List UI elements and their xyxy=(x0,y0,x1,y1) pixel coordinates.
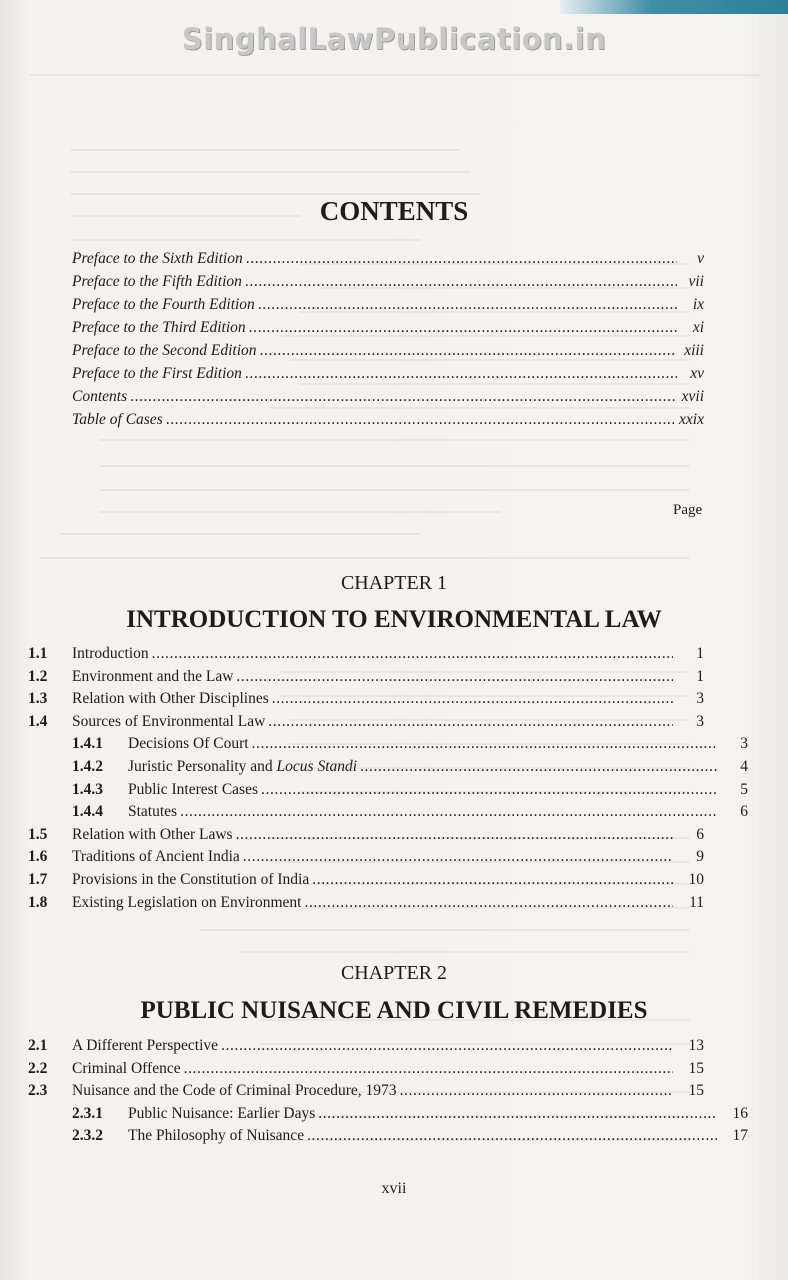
entry-page: 15 xyxy=(688,1082,704,1100)
chapter2-label: CHAPTER 2 xyxy=(340,962,448,984)
preface-label: Preface to the Third Edition xyxy=(72,319,246,336)
entry-text: Public Interest Cases xyxy=(128,780,259,798)
dot-leader xyxy=(260,342,677,360)
toc-entry xyxy=(28,713,704,735)
preface-row xyxy=(72,296,704,318)
entry-number: 1.4.2 xyxy=(72,758,103,775)
dot-leader xyxy=(180,803,717,821)
entry-text: Introduction xyxy=(72,645,149,662)
toc-entry xyxy=(28,758,748,780)
preface-label: Contents xyxy=(72,388,128,405)
dot-leader xyxy=(258,296,677,314)
toc-entry xyxy=(28,1037,704,1059)
entry-text: Nuisance and the Code of Criminal Procedure, 1973 xyxy=(72,1082,397,1100)
entry-number: 1.4.4 xyxy=(72,803,103,821)
entry-page: 1 xyxy=(696,645,704,662)
entry-page: 4 xyxy=(740,758,748,775)
scan-edge-strip xyxy=(560,0,788,14)
entry-text: Relation with Other Laws xyxy=(72,825,233,843)
dot-leader xyxy=(249,319,677,337)
entry-page: 15 xyxy=(688,1059,704,1077)
preface-page: vii xyxy=(688,273,704,290)
dot-leader xyxy=(236,826,673,844)
entry-page: 6 xyxy=(740,803,748,821)
preface-row xyxy=(72,411,704,433)
entry-number: 1.6 xyxy=(28,848,48,866)
preface-page: ix xyxy=(692,296,704,313)
toc-entry xyxy=(28,894,704,916)
entry-text: A Different Perspective xyxy=(72,1037,219,1054)
entry-text: The Philosophy of Nuisance xyxy=(128,1127,305,1145)
entry-text: Statutes xyxy=(128,803,178,821)
toc-entry xyxy=(28,803,748,825)
preface-label: Preface to the Second Edition xyxy=(72,342,257,359)
entry-number: 1.4.3 xyxy=(72,780,103,798)
toc-entry xyxy=(28,1127,748,1149)
entry-number: 1.5 xyxy=(28,825,48,843)
entry-text: Relation with Other Disciplines xyxy=(72,690,269,708)
entry-number: 2.3 xyxy=(28,1082,48,1100)
preface-row xyxy=(72,250,704,272)
preface-label: Preface to the Fifth Edition xyxy=(72,273,242,290)
preface-page: xi xyxy=(692,319,704,336)
dot-leader xyxy=(252,735,717,753)
chapter1-label: CHAPTER 1 xyxy=(340,572,448,594)
entry-page: 16 xyxy=(732,1104,748,1122)
page-folio: xvii xyxy=(381,1180,407,1197)
entry-text: Public Nuisance: Earlier Days xyxy=(128,1104,316,1122)
dot-leader xyxy=(221,1037,673,1055)
preface-label: Preface to the Fourth Edition xyxy=(72,296,255,313)
dot-leader xyxy=(166,411,676,429)
entry-number: 2.3.1 xyxy=(72,1104,103,1122)
contents-title: CONTENTS xyxy=(319,196,469,226)
entry-number: 1.4 xyxy=(28,712,48,730)
dot-leader xyxy=(184,1060,673,1078)
toc-entry xyxy=(28,826,704,848)
entry-number: 1.1 xyxy=(28,645,48,662)
dot-leader xyxy=(318,1105,717,1123)
preface-row xyxy=(72,273,704,295)
dot-leader xyxy=(312,871,673,889)
preface-page: xv xyxy=(690,365,704,382)
toc-entry xyxy=(28,690,704,712)
preface-row xyxy=(72,342,704,364)
toc-entry xyxy=(28,1105,748,1127)
entry-number: 1.8 xyxy=(28,893,48,911)
entry-page: 17 xyxy=(732,1127,748,1145)
toc-entry xyxy=(28,1060,704,1082)
entry-number: 1.2 xyxy=(28,667,48,685)
entry-page: 13 xyxy=(688,1037,704,1054)
dot-leader xyxy=(245,365,677,383)
entry-text: Juristic Personality and Locus Standi xyxy=(128,758,358,775)
dot-leader xyxy=(360,758,717,776)
page-column-header: Page xyxy=(673,502,703,518)
entry-number: 2.2 xyxy=(28,1059,48,1077)
entry-text: Traditions of Ancient India xyxy=(72,848,240,866)
entry-page: 3 xyxy=(696,712,704,730)
entry-page: 3 xyxy=(696,690,704,708)
dot-leader xyxy=(243,848,673,866)
entry-page: 5 xyxy=(740,780,748,798)
preface-row xyxy=(72,365,704,387)
entry-number: 1.4.1 xyxy=(72,735,103,753)
entry-page: 11 xyxy=(689,893,704,911)
dot-leader xyxy=(307,1127,717,1145)
chapter2-title: PUBLIC NUISANCE AND CIVIL REMEDIES xyxy=(140,997,648,1024)
entry-number: 1.7 xyxy=(28,871,48,888)
entry-text: Sources of Environmental Law xyxy=(72,712,266,730)
dot-leader xyxy=(245,273,677,291)
toc-entry xyxy=(28,645,704,667)
entry-number: 2.1 xyxy=(28,1037,48,1054)
preface-page: xvii xyxy=(681,388,704,405)
entry-page: 1 xyxy=(696,667,704,685)
preface-row xyxy=(72,388,704,410)
toc-entry xyxy=(28,668,704,690)
entry-page: 3 xyxy=(740,735,748,753)
preface-row xyxy=(72,319,704,341)
dot-leader xyxy=(261,781,717,799)
entry-text: Decisions Of Court xyxy=(128,735,249,753)
dot-leader xyxy=(152,645,673,663)
toc-entry xyxy=(28,735,748,757)
preface-page: xiii xyxy=(684,342,704,359)
toc-entry xyxy=(28,781,748,803)
toc-entry xyxy=(28,1082,704,1104)
entry-page: 6 xyxy=(696,825,704,843)
preface-page: xxix xyxy=(679,411,704,428)
dot-leader xyxy=(268,713,673,731)
dot-leader xyxy=(130,388,677,406)
preface-label: Table of Cases xyxy=(72,411,163,428)
toc-entry xyxy=(28,848,704,870)
entry-page: 9 xyxy=(696,848,704,866)
entry-text: Existing Legislation on Environment xyxy=(72,893,302,911)
entry-number: 2.3.2 xyxy=(72,1127,103,1145)
dot-leader xyxy=(246,250,677,268)
toc-entry xyxy=(28,871,704,893)
chapter1-title: INTRODUCTION TO ENVIRONMENTAL LAW xyxy=(126,606,662,633)
dot-leader xyxy=(304,894,673,912)
entry-text: Criminal Offence xyxy=(72,1059,181,1077)
entry-page: 10 xyxy=(688,871,704,888)
dot-leader xyxy=(272,690,673,708)
preface-page: v xyxy=(697,250,704,267)
preface-label: Preface to the First Edition xyxy=(72,365,242,382)
publisher-watermark: SinghalLawPublication.in xyxy=(181,22,607,56)
dot-leader xyxy=(400,1082,673,1100)
preface-label: Preface to the Sixth Edition xyxy=(72,250,243,267)
entry-text: Provisions in the Constitution of India xyxy=(72,871,310,888)
entry-number: 1.3 xyxy=(28,690,48,708)
dot-leader xyxy=(236,668,673,686)
entry-text: Environment and the Law xyxy=(72,667,234,685)
